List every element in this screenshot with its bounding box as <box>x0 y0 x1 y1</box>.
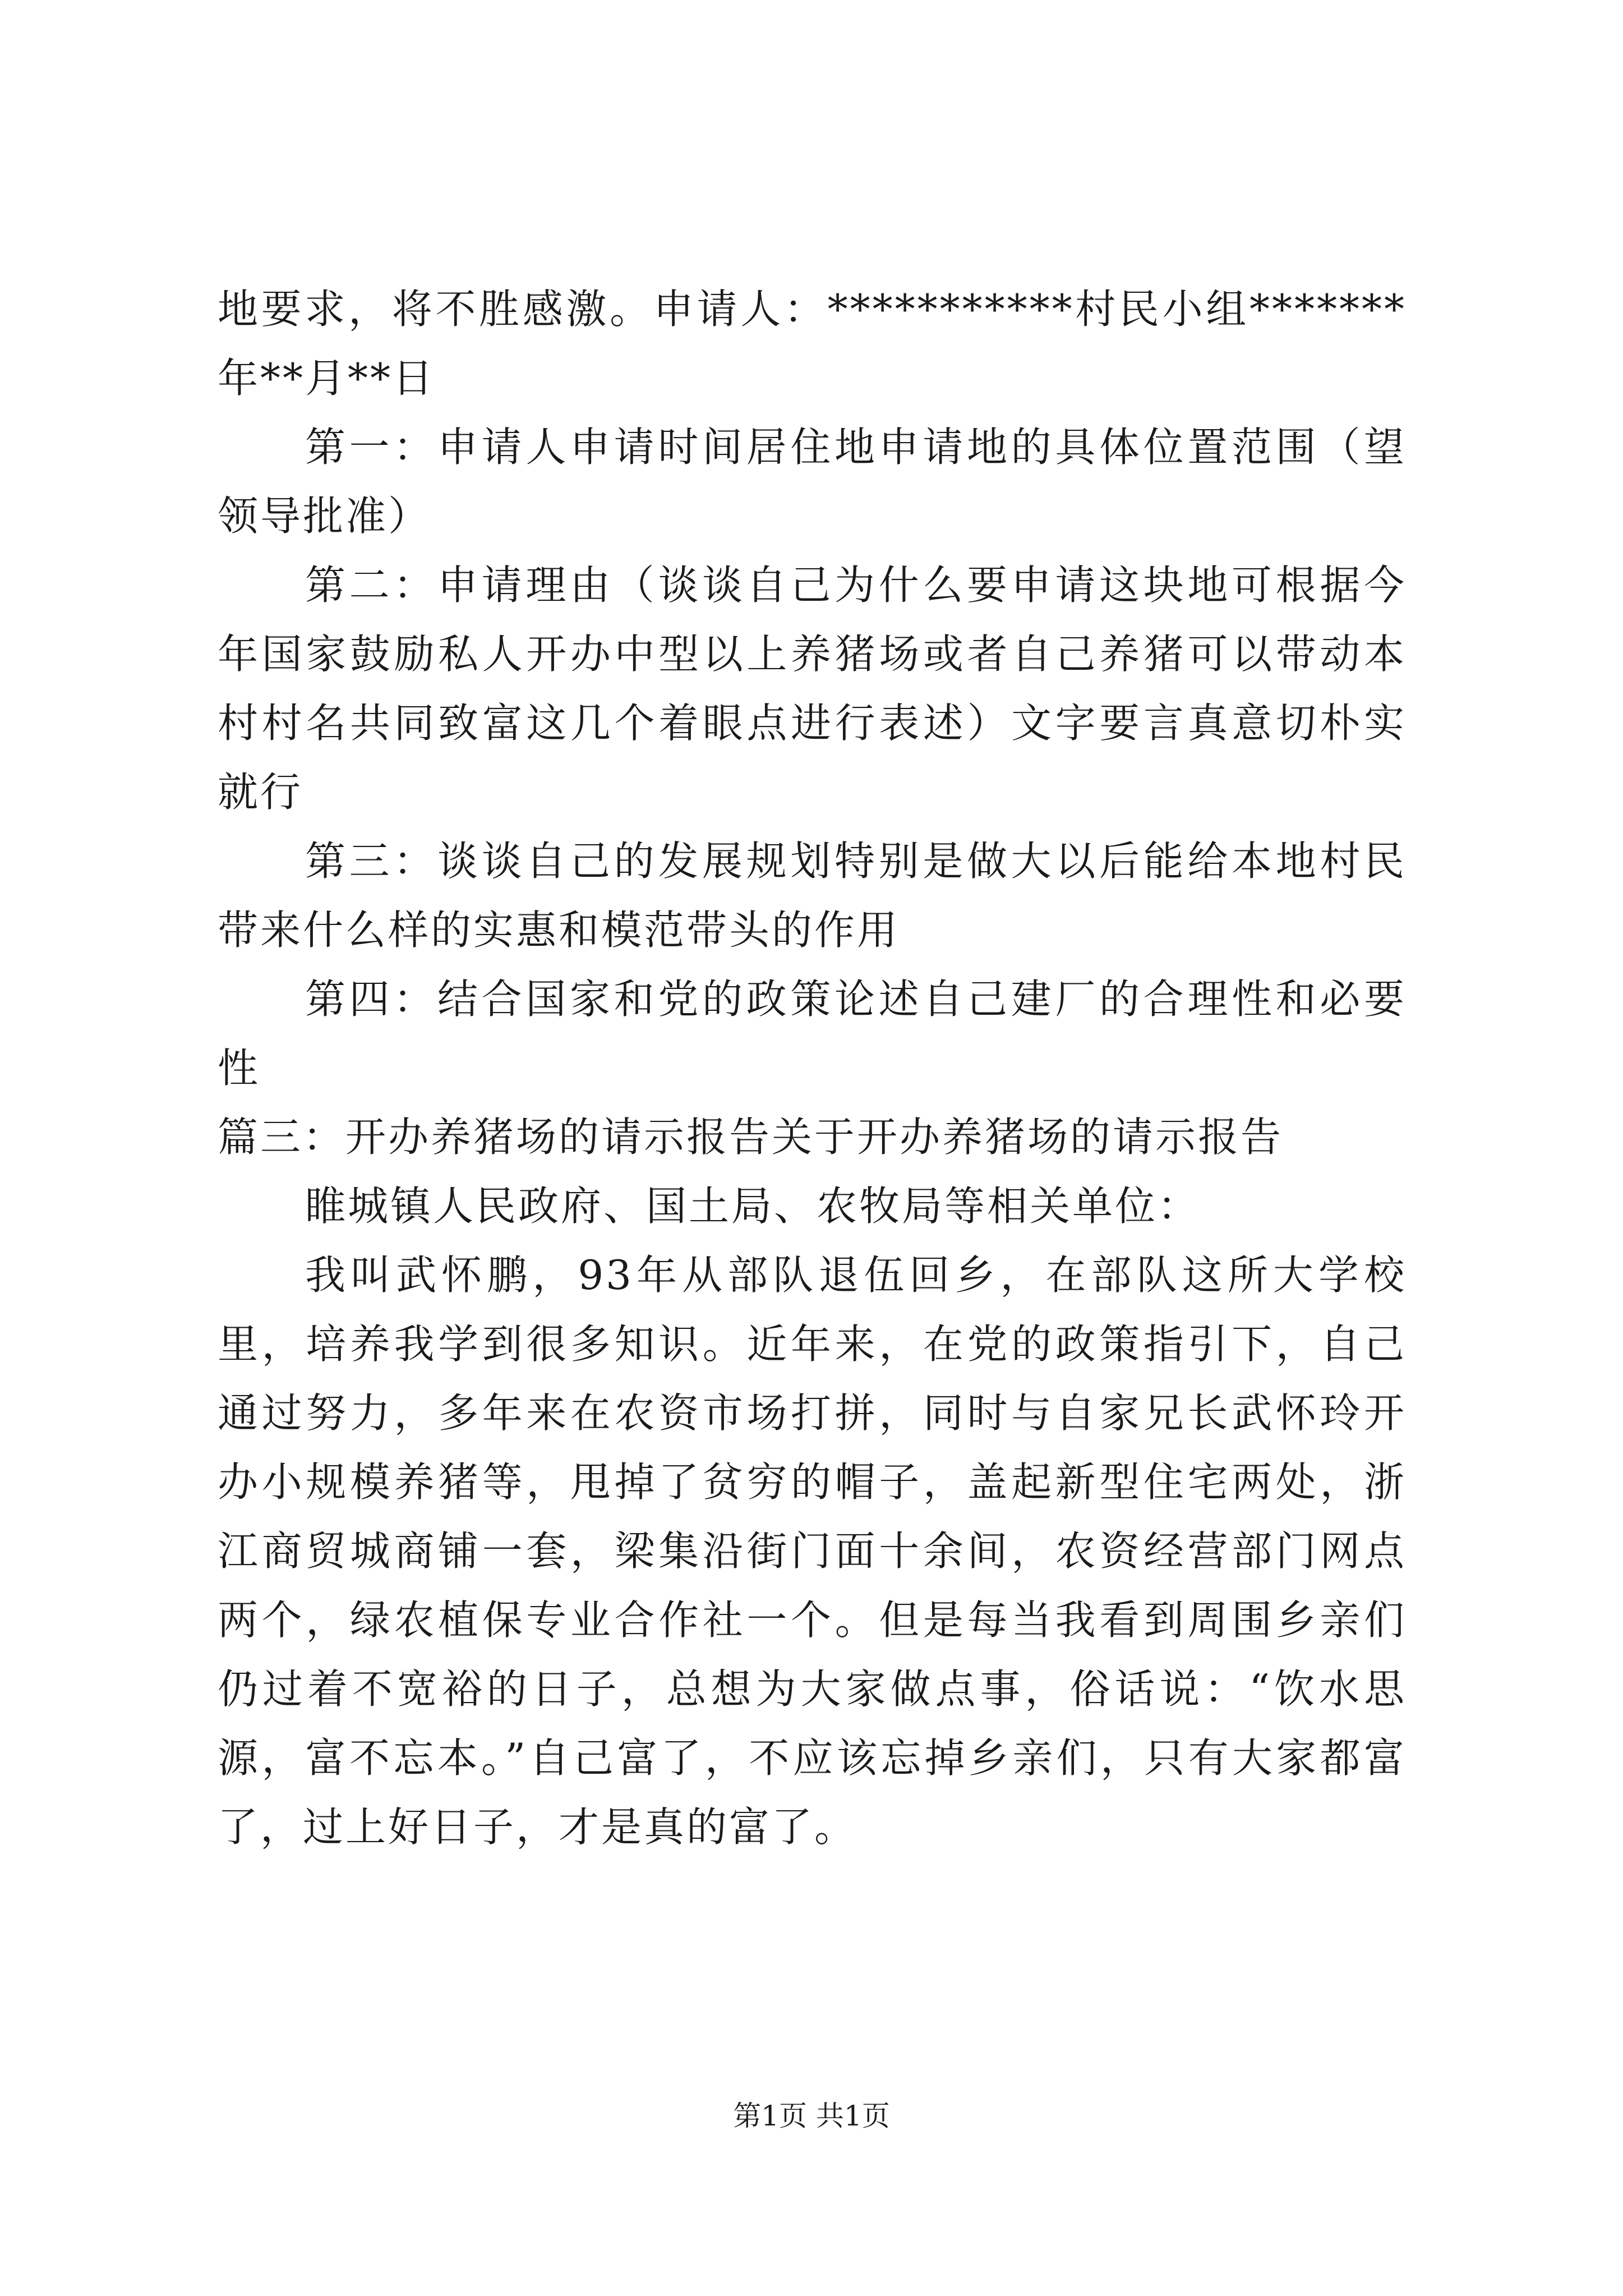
paragraph-addressee: 睢城镇人民政府、国土局、农牧局等相关单位： <box>305 1182 1201 1230</box>
paragraph-point-three: 第三：谈谈自己的发展规划特别是做大以后能给本地村民带来什么样的实惠和模范带头的作用 <box>218 838 1407 954</box>
paragraph-point-four: 第四：结合国家和党的政策论述自己建厂的合理性和必要性 <box>218 976 1407 1092</box>
document-body <box>218 275 1407 1862</box>
paragraph-closing: 地要求，将不胜感激。申请人：***********村民小组*******年**月**日 <box>218 286 1407 402</box>
page-footer: 第1页 共1页 <box>733 2100 890 2132</box>
paragraph-point-one: 第一：申请人申请时间居住地申请地的具体位置范围（望领导批准） <box>218 424 1407 540</box>
section-heading: 篇三：开办养猪场的请示报告关于开办养猪场的请示报告 <box>218 1114 1284 1161</box>
paragraph-point-two: 第二：申请理由（谈谈自己为什么要申请这块地可根据今年国家鼓励私人开办中型以上养猪场或者自己养猪可以带动本村村名共同致富这几个着眼点进行表述）文字要言真意切朴实就行 <box>218 562 1407 816</box>
paragraph-introduction: 我叫武怀鹏，93年从部队退伍回乡，在部队这所大学校里，培养我学到很多知识。近年来，在党的政策指引下，自己通过努力，多年来在农资市场打拼，同时与自家兄长武怀玲开办小规模养猪等，甩掉了贫穷的帽子，盖起新型住宅两处，浙江商贸城商铺一套，梁集沿街门面十余间，农资经营部门网点两个，绿农植保专业合作社一个。但是每当我看到周围乡亲们仍过着不宽裕的日子，总想为大家做点事，俗话说：“饮水思源，富不忘本。”自己富了，不应该忘掉乡亲们，只有大家都富了，过上好日子，才是真的富了。 <box>218 1251 1407 1851</box>
